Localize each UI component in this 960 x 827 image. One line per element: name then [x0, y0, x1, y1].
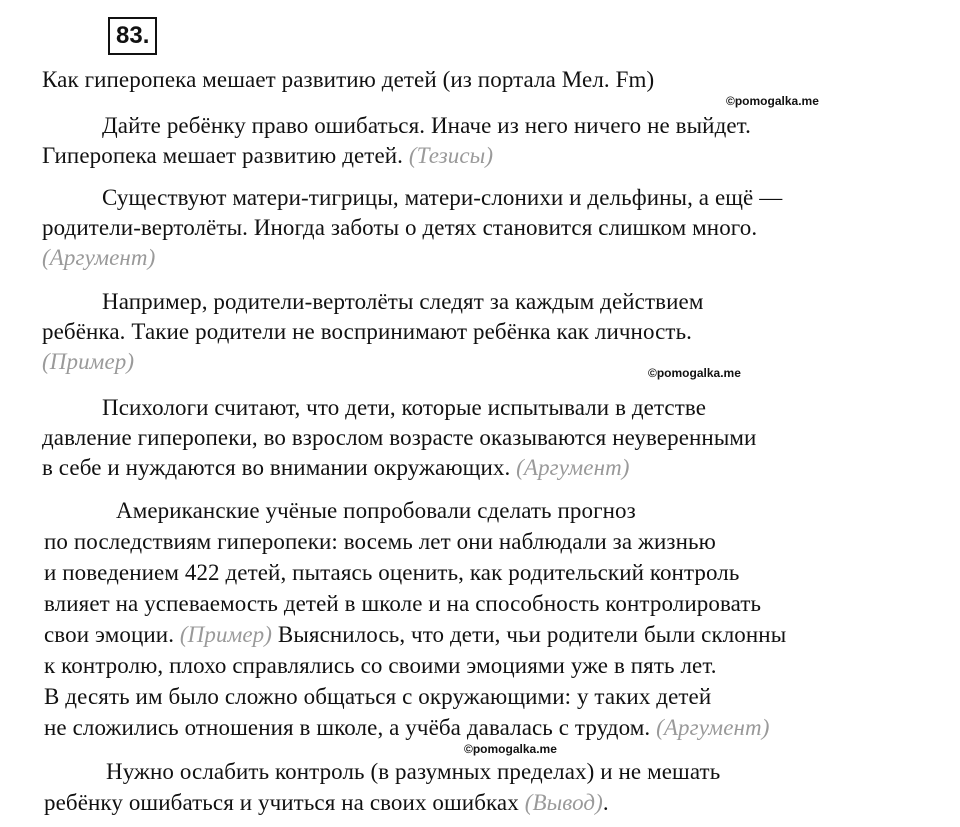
text-segment: Американские учёные попробовали сделать прогноз — [116, 498, 636, 523]
text-segment: в себе и нуждаются во внимании окружающих. — [42, 455, 517, 480]
watermark: ©pomogalka.me — [648, 366, 741, 380]
text-segment: Например, родители-вертолёты следят за каждым действием — [102, 289, 704, 314]
text-line — [42, 348, 134, 376]
text-line — [102, 394, 706, 422]
text-line — [102, 288, 703, 316]
text-segment: родители-вертолёты. Иногда заботы о детях становится слишком много. — [42, 215, 758, 240]
text-line — [42, 318, 692, 346]
text-segment: Психологи считают, что дети, которые испытывали в детстве — [102, 395, 707, 420]
text-segment: В десять им было сложно общаться с окружающими: у таких детей — [44, 684, 712, 709]
text-title: Как гиперопека мешает развитию детей (из портала Мел. Fm) — [42, 67, 655, 92]
watermark: ©pomogalka.me — [464, 742, 557, 756]
text-line — [102, 112, 751, 140]
text-segment: не сложились отношения в школе, а учёба давалась с трудом. — [44, 715, 657, 740]
text-segment: давление гиперопеки, во взрослом возрасте оказываются неуверенными — [42, 425, 757, 450]
text-segment: Нужно ослабить контроль (в разумных пределах) и не мешать — [106, 759, 721, 784]
argument-label: (Аргумент) — [516, 455, 630, 480]
text-segment: ребёнку ошибаться и учиться на своих ошибках — [44, 790, 525, 815]
text-segment: и поведением 422 детей, пытаясь оценить, как родительский контроль — [44, 560, 740, 585]
text-line — [116, 497, 636, 525]
text-segment: Дайте ребёнку право ошибаться. Иначе из него ничего не выйдет. — [102, 113, 751, 138]
text-line — [42, 424, 756, 452]
text-line — [44, 559, 739, 587]
text-segment: влияет на успеваемость детей в школе и на способность контролировать — [44, 591, 762, 616]
text-line — [44, 590, 761, 618]
text-line — [44, 683, 711, 711]
argument-label: (Пример) — [179, 622, 273, 647]
text-segment: по последствиям гиперопеки: восемь лет они наблюдали за жизнью — [44, 529, 716, 554]
text-line — [42, 454, 630, 482]
text-line — [102, 184, 782, 212]
text-segment: ребёнка. Такие родители не воспринимают ребёнка как личность. — [42, 319, 693, 344]
argument-label: (Пример) — [42, 349, 135, 374]
text-line — [44, 528, 716, 556]
text-segment: . — [602, 790, 609, 815]
text-line — [42, 142, 493, 170]
text-line — [44, 714, 770, 742]
argument-label: (Аргумент) — [42, 245, 156, 270]
text-segment: Гиперопека мешает развитию детей. — [42, 143, 409, 168]
text-line — [106, 758, 720, 786]
text-line — [44, 789, 609, 817]
watermark: ©pomogalka.me — [726, 94, 819, 108]
text-segment: к контролю, плохо справлялись со своими эмоциями уже в пять лет. — [44, 653, 717, 678]
text-line — [42, 244, 155, 272]
text-segment: свои эмоции. — [44, 622, 180, 647]
argument-label: (Тезисы) — [408, 143, 494, 168]
text-line — [44, 652, 717, 680]
text-segment: Выяснилось, что дети, чьи родители были склонны — [272, 622, 787, 647]
text-segment: Существуют матери-тигрицы, матери-слонихи и дельфины, а ещё — — [102, 185, 783, 210]
argument-label: (Аргумент) — [656, 715, 770, 740]
exercise-number: 83. — [108, 17, 157, 55]
text-line — [44, 621, 786, 649]
argument-label: (Вывод) — [524, 790, 603, 815]
text-line — [42, 214, 757, 242]
